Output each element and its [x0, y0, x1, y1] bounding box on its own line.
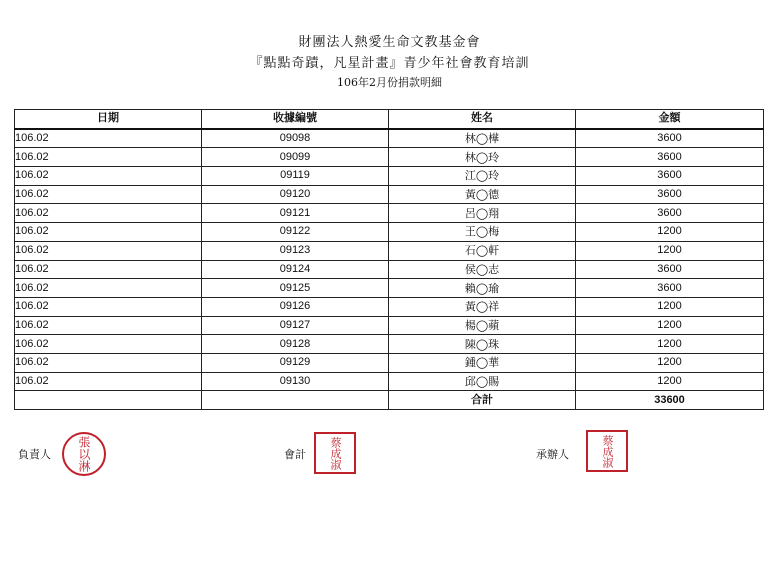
- row-amount: 3600: [576, 129, 764, 148]
- row-date: 106.02: [15, 129, 202, 148]
- row-date: 106.02: [15, 223, 202, 242]
- table-row: [15, 297, 764, 316]
- total-empty-cell: [15, 391, 202, 410]
- responsible-label: 負責人: [18, 448, 51, 461]
- row-receipt-number: 09126: [202, 297, 389, 316]
- row-donor-name: 楊◯蘋: [389, 316, 576, 335]
- accounting-seal-stamp: 蔡成淑: [314, 432, 356, 474]
- table-row: [15, 223, 764, 242]
- row-receipt-number: 09120: [202, 185, 389, 204]
- row-date: 106.02: [15, 372, 202, 391]
- row-receipt-number: 09124: [202, 260, 389, 279]
- row-amount: 1200: [576, 297, 764, 316]
- row-receipt-number: 09123: [202, 241, 389, 260]
- row-date: 106.02: [15, 241, 202, 260]
- total-row: [15, 391, 764, 410]
- row-donor-name: 邱◯賜: [389, 372, 576, 391]
- row-donor-name: 林◯玲: [389, 148, 576, 167]
- accounting-label: 會計: [284, 448, 306, 461]
- row-date: 106.02: [15, 297, 202, 316]
- row-donor-name: 侯◯志: [389, 260, 576, 279]
- responsible-seal-stamp: 張以淋: [62, 432, 106, 476]
- table-row: [15, 167, 764, 186]
- row-receipt-number: 09130: [202, 372, 389, 391]
- row-amount: 3600: [576, 260, 764, 279]
- row-donor-name: 江◯玲: [389, 167, 576, 186]
- donation-table: [14, 109, 764, 410]
- table-row: [15, 185, 764, 204]
- table-header-row: [15, 110, 764, 129]
- row-receipt-number: 09122: [202, 223, 389, 242]
- row-amount: 3600: [576, 167, 764, 186]
- row-amount: 1200: [576, 372, 764, 391]
- column-header-receipt: 收據編號: [202, 110, 389, 129]
- table-row: [15, 129, 764, 148]
- row-donor-name: 黃◯德: [389, 185, 576, 204]
- row-receipt-number: 09098: [202, 129, 389, 148]
- row-date: 106.02: [15, 204, 202, 223]
- row-amount: 1200: [576, 353, 764, 372]
- row-receipt-number: 09125: [202, 279, 389, 298]
- row-amount: 1200: [576, 316, 764, 335]
- row-donor-name: 鍾◯華: [389, 353, 576, 372]
- responsible-seal: [62, 432, 106, 476]
- table-row: [15, 279, 764, 298]
- total-label: 合計: [389, 391, 576, 410]
- row-amount: 3600: [576, 204, 764, 223]
- row-donor-name: 王◯梅: [389, 223, 576, 242]
- row-date: 106.02: [15, 185, 202, 204]
- row-amount: 1200: [576, 223, 764, 242]
- row-amount: 3600: [576, 279, 764, 298]
- table-row: [15, 241, 764, 260]
- report-subtitle: 106年2月份捐款明細: [337, 76, 442, 89]
- row-date: 106.02: [15, 260, 202, 279]
- row-amount: 1200: [576, 335, 764, 354]
- handler-label: 承辦人: [536, 448, 569, 461]
- table-row: [15, 204, 764, 223]
- row-date: 106.02: [15, 353, 202, 372]
- row-donor-name: 石◯軒: [389, 241, 576, 260]
- row-donor-name: 賴◯瑜: [389, 279, 576, 298]
- row-receipt-number: 09119: [202, 167, 389, 186]
- row-date: 106.02: [15, 335, 202, 354]
- row-date: 106.02: [15, 279, 202, 298]
- program-title: 『點點奇蹟，凡星計畫』青少年社會教育培訓: [249, 56, 530, 71]
- row-receipt-number: 09099: [202, 148, 389, 167]
- table-row: [15, 372, 764, 391]
- table-row: [15, 316, 764, 335]
- row-date: 106.02: [15, 148, 202, 167]
- row-receipt-number: 09128: [202, 335, 389, 354]
- total-amount: 33600: [576, 391, 764, 410]
- org-title: 財團法人熱愛生命文教基金會: [298, 35, 481, 50]
- row-amount: 3600: [576, 185, 764, 204]
- column-header-amount: 金額: [576, 110, 764, 129]
- total-empty-cell: [202, 391, 389, 410]
- table-row: [15, 148, 764, 167]
- column-header-date: 日期: [15, 110, 202, 129]
- table-row: [15, 353, 764, 372]
- row-donor-name: 林◯樺: [389, 129, 576, 148]
- row-amount: 3600: [576, 148, 764, 167]
- table-row: [15, 260, 764, 279]
- accounting-seal: [314, 432, 356, 474]
- handler-seal-stamp: 蔡成淑: [586, 430, 628, 472]
- column-header-name: 姓名: [389, 110, 576, 129]
- row-donor-name: 呂◯翔: [389, 204, 576, 223]
- table-row: [15, 335, 764, 354]
- row-receipt-number: 09129: [202, 353, 389, 372]
- row-receipt-number: 09121: [202, 204, 389, 223]
- handler-seal: [586, 430, 628, 472]
- row-receipt-number: 09127: [202, 316, 389, 335]
- row-date: 106.02: [15, 167, 202, 186]
- row-amount: 1200: [576, 241, 764, 260]
- row-donor-name: 黃◯祥: [389, 297, 576, 316]
- row-date: 106.02: [15, 316, 202, 335]
- row-donor-name: 陳◯珠: [389, 335, 576, 354]
